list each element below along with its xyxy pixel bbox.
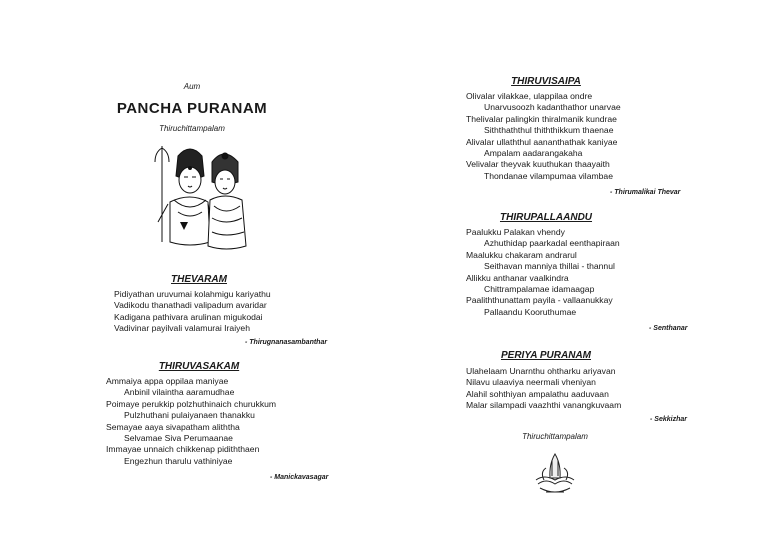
thirupallaandu-heading: THIRUPALLAANDU bbox=[499, 212, 593, 223]
thirupallaandu-attribution: - Senthanar bbox=[649, 325, 688, 332]
verse-line: Paalukku Palakan vhendy bbox=[466, 227, 565, 237]
periya-puranam-verse bbox=[466, 366, 621, 412]
verse-line: Siththaththul thiththikkum thaenae bbox=[484, 125, 614, 136]
thevaram-heading: THEVARAM bbox=[171, 274, 227, 285]
periya-puranam-attribution: - Sekkizhar bbox=[650, 416, 687, 423]
lotus-hands-icon bbox=[532, 450, 578, 498]
verse-line: Alivalar ullaththul aananthathak kaniyae bbox=[466, 136, 618, 147]
verse-line: Olivalar vilakkae, ulappilaa ondre bbox=[466, 91, 593, 101]
aum-text: Aum bbox=[183, 82, 201, 91]
verse-line: Selvamae Siva Perumaanae bbox=[124, 433, 233, 444]
verse-line: Thelivalar palingkin thiralmanik kundrae bbox=[466, 113, 617, 124]
verse-line: Seithavan manniya thillai - thannul bbox=[484, 261, 615, 272]
thirupallaandu-verse bbox=[466, 227, 620, 318]
verse-line: Vadikodu thanathadi valipadum avaridar bbox=[114, 300, 267, 311]
thiruvasakam-verse bbox=[106, 376, 276, 467]
verse-line: Nilavu ulaaviya neermali vheniyan bbox=[466, 377, 596, 388]
shiva-parvati-illustration bbox=[150, 142, 255, 252]
verse-line: Kadigana pathivara arulinan migukodai bbox=[114, 311, 263, 322]
periya-puranam-heading: PERIYA PURANAM bbox=[500, 350, 591, 361]
thiruvisaipa-attribution: - Thirumalikai Thevar bbox=[610, 189, 681, 196]
thiruvisaipa-verse bbox=[466, 91, 621, 182]
verse-line: Velivalar theyvak kuuthukan thaayaith bbox=[466, 159, 610, 170]
verse-line: Vadivinar payilvali valamurai Iraiyeh bbox=[114, 323, 250, 334]
verse-line: Ulahelaam Unarnthu ohtharku ariyavan bbox=[466, 366, 616, 376]
verse-line: Poimaye perukkip polzhuthinaich churukkum bbox=[106, 398, 277, 409]
verse-line: Ammaiya appa oppilaa maniyae bbox=[106, 376, 229, 386]
verse-line: Allikku anthanar vaalkindra bbox=[466, 272, 569, 283]
verse-line: Anbinil vilaintha aaramudhae bbox=[124, 387, 235, 398]
closing-text: Thiruchittampalam bbox=[522, 432, 588, 441]
verse-line: Maalukku chakaram andrarul bbox=[466, 249, 577, 260]
verse-line: Azhuthidap paarkadal eenthapiraan bbox=[484, 238, 620, 249]
thiruvasakam-attribution: - Manickavasagar bbox=[270, 474, 329, 481]
thiruvisaipa-heading: THIRUVISAIPA bbox=[511, 76, 581, 87]
thevaram-verse bbox=[114, 289, 271, 335]
verse-line: Ampalam aadarangakaha bbox=[484, 148, 583, 159]
verse-line: Pulzhuthani pulaiyanaen thanakku bbox=[124, 410, 255, 421]
verse-line: Pidiyathan uruvumai kolahmigu kariyathu bbox=[114, 289, 271, 299]
verse-line: Engezhun tharulu vathiniyae bbox=[124, 455, 233, 466]
verse-line: Unarvusoozh kadanthathor unarvae bbox=[484, 102, 621, 113]
verse-line: Immayae unnaich chikkenap pidiththaen bbox=[106, 444, 260, 455]
verse-line: Pallaandu Kooruthumae bbox=[484, 306, 577, 317]
verse-line: Alahil sohthiyan ampalathu aaduvaan bbox=[466, 388, 609, 399]
thevaram-attribution: - Thirugnanasambanthar bbox=[245, 339, 328, 346]
verse-line: Chittrampalamae idamaagap bbox=[484, 284, 595, 295]
verse-line: Malar silampadi vaazhthi vanangkuvaam bbox=[466, 400, 622, 411]
subtitle: Thiruchittampalam bbox=[159, 124, 225, 133]
verse-line: Thondanae vilampumaa vilambae bbox=[484, 170, 613, 181]
page-title: PANCHA PURANAM bbox=[116, 100, 268, 117]
verse-line: Semayae aaya sivapatham aliththa bbox=[106, 421, 240, 432]
verse-line: Paaliththunattam payila - vallaanukkay bbox=[466, 295, 613, 306]
thiruvasakam-heading: THIRUVASAKAM bbox=[158, 361, 240, 372]
